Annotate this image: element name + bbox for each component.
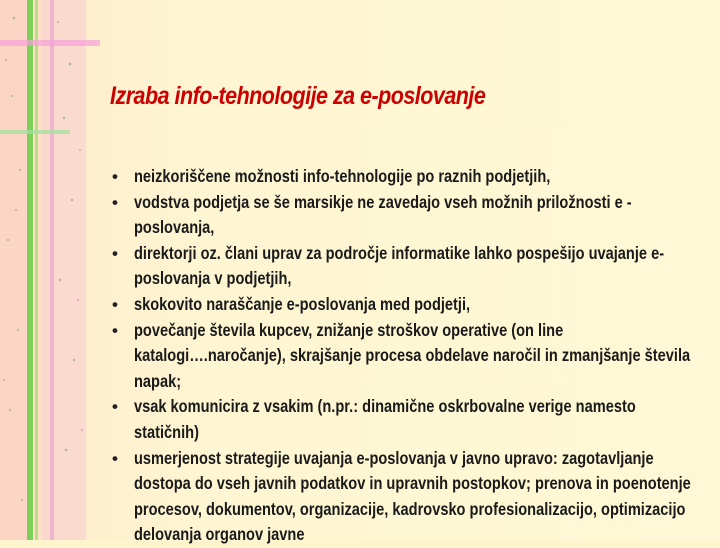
bullet-icon: •: [112, 397, 118, 417]
bullet-item: [108, 241, 720, 292]
bullet-item: [108, 446, 720, 548]
bullet-text: vodstva podjetja se še marsikje ne zavedajo vseh možnih priložnosti e -poslovanja,: [134, 191, 632, 238]
bullet-text: vsak komunicira z vsakim (n.pr.: dinamične oskrbovalne verige namesto statičnih): [134, 396, 636, 442]
bullet-text: skokovito naraščanje e-poslovanja med podjetji,: [134, 293, 471, 314]
bullet-item: [108, 190, 720, 241]
bullet-text: povečanje števila kupcev, znižanje stroškov operative (on line katalogi….naročanje), skrajšanje procesa obdelave naročil in zmanjšanje števila napak;: [134, 319, 691, 391]
bullet-text: neizkoriščene možnosti info-tehnologije po raznih podjetjih,: [134, 166, 551, 186]
slide-title: Izraba info-tehnologije za e-poslovanje: [110, 82, 486, 110]
bullet-item: [108, 318, 720, 395]
bullet-icon: •: [112, 167, 118, 186]
bullet-icon: •: [112, 243, 118, 263]
bullet-list: [108, 164, 720, 548]
bullet-text: usmerjenost strategije uvajanja e-poslovanja v javno upravo: zagotavljanje dostopa do vseh javnih podatkov in upravnih postopkov; prenova in poenotenje procesov, dokumentov, organizacije, kadrovsko profesionalizacijo, optimizacijo delovanja organov javne: [134, 447, 691, 545]
bullet-text: direktorji oz. člani uprav za področje informatike lahko pospešijo uvajanje e-poslovanja v podjetjih,: [134, 242, 665, 289]
bullet-icon: •: [112, 192, 118, 212]
decorative-sidebar: [0, 0, 100, 540]
bullet-item: [108, 394, 720, 445]
bullet-icon: •: [112, 448, 118, 468]
bullet-icon: •: [112, 294, 118, 314]
bullet-item: [108, 292, 720, 318]
bullet-icon: •: [112, 320, 118, 340]
bullet-item: [108, 164, 720, 190]
